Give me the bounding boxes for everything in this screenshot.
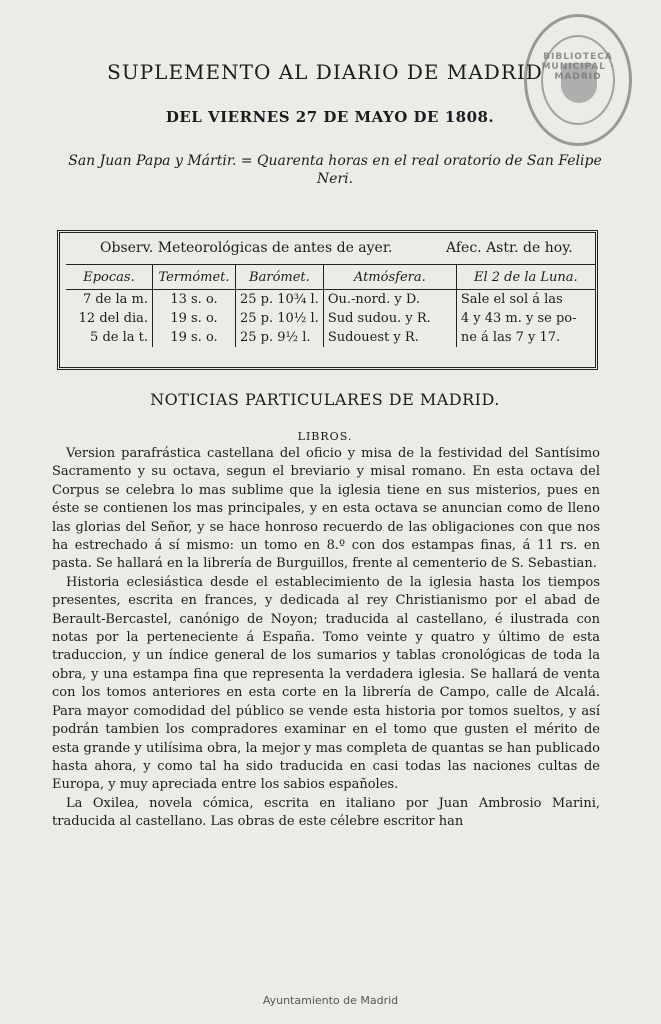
table-cell: 4 y 43 m. y se po- xyxy=(460,311,577,326)
books-subheading: LIBROS. xyxy=(297,430,353,443)
observations-table xyxy=(66,264,595,347)
table-cell: 19 s. o. xyxy=(153,328,236,347)
table-cell: Sale el sol á las xyxy=(460,292,563,307)
table-cell: 13 s. o. xyxy=(153,290,236,310)
column-header: Termómet. xyxy=(153,265,236,290)
observations-heading: Observ. Meteorológicas de antes de ayer. xyxy=(100,240,393,256)
column-header: Barómet. xyxy=(236,265,324,290)
article-body xyxy=(52,445,600,832)
saint-of-day: San Juan Papa y Mártir. = Quarenta horas en el real oratorio de San Felipe Neri. xyxy=(68,153,602,187)
observations-header-row xyxy=(66,265,595,290)
article-paragraph: Historia eclesiástica desde el establecimiento de la iglesia hasta los tiempos presentes, escrita en frances, y dedicada al rey Christianismo por el abad de Berault-Bercastel, canónigo de Noyon; traducida al castellano, é ilustrada con notas por la perteneciente á España. Tomo veinte y quatro y último de esta traduccion, y un índice general de los sumarios y tablas cronológicas de toda la obra, y una estampa fina que representa la verdadera iglesia. Se hallará de venta con los tomos anteriores en esta corte en la librería de Campo, calle de Alcalá. Para mayor comodidad del público se vende esta historia por tomos sueltos, y así podrán tambien los compradores examinar en el tomo que gusten el mérito de esta grande y utilísima obra, la mejor y mas completa de quantas se han publicado hasta ahora, y como tal ha sido traducida en casi todas las naciones cultas de Europa, y muy apreciada entre los sabios españoles. xyxy=(52,574,600,793)
column-header: El 2 de la Luna. xyxy=(456,265,595,290)
table-cell: 25 p. 10¾ l. xyxy=(236,290,324,310)
table-cell: Sudouest y R. xyxy=(323,328,456,347)
table-row xyxy=(66,309,595,328)
article-paragraph: Version parafrástica castellana del oficio y misa de la festividad del Santísimo Sacramento y su octava, segun el breviario y misal romano. En esta octava del Corpus se celebra lo mas sublime que la iglesia tiene en sus misterios, pues en éste se contienen los mas principales, y en esta octava se anuncian como de lleno las glorias del Señor, y se hace honroso recuerdo de las obligaciones con que nos ha estrechado á sí mismo: un tomo en 8.º con dos estampas finas, á 11 rs. en pasta. Se hallará en la librería de Burguillos, frente al cementerio de S. Sebastian. xyxy=(52,446,600,572)
table-cell: 12 del dia. xyxy=(66,309,153,328)
page-title: SUPLEMENTO AL DIARIO DE MADRID xyxy=(107,60,543,84)
column-header: Atmósfera. xyxy=(323,265,456,290)
column-header: Epocas. xyxy=(66,265,153,290)
table-row xyxy=(66,328,595,347)
table-cell: 19 s. o. xyxy=(153,309,236,328)
table-cell: Sud sudou. y R. xyxy=(323,309,456,328)
table-cell: ne á las 7 y 17. xyxy=(460,330,561,345)
table-cell: Ou.-nord. y D. xyxy=(323,290,456,310)
article-paragraph: La Oxilea, novela cómica, escrita en italiano por Juan Ambrosio Marini, traducida al castellano. Las obras de este célebre escritor han xyxy=(52,795,600,830)
table-cell: 25 p. 9½ l. xyxy=(236,328,324,347)
table-cell: 7 de la m. xyxy=(66,290,153,310)
stamp-text: BIBLIOTECA MUNICIPAL · MADRID xyxy=(541,52,615,82)
issue-date: DEL VIERNES 27 DE MAYO DE 1808. xyxy=(165,108,495,126)
astro-heading: Afec. Astr. de hoy. xyxy=(446,240,573,256)
table-cell: 25 p. 10½ l. xyxy=(236,309,324,328)
news-section-title: NOTICIAS PARTICULARES DE MADRID. xyxy=(150,390,500,409)
table-cell: 5 de la t. xyxy=(66,328,153,347)
table-row xyxy=(66,290,595,310)
footer-credit: Ayuntamiento de Madrid xyxy=(262,994,399,1007)
